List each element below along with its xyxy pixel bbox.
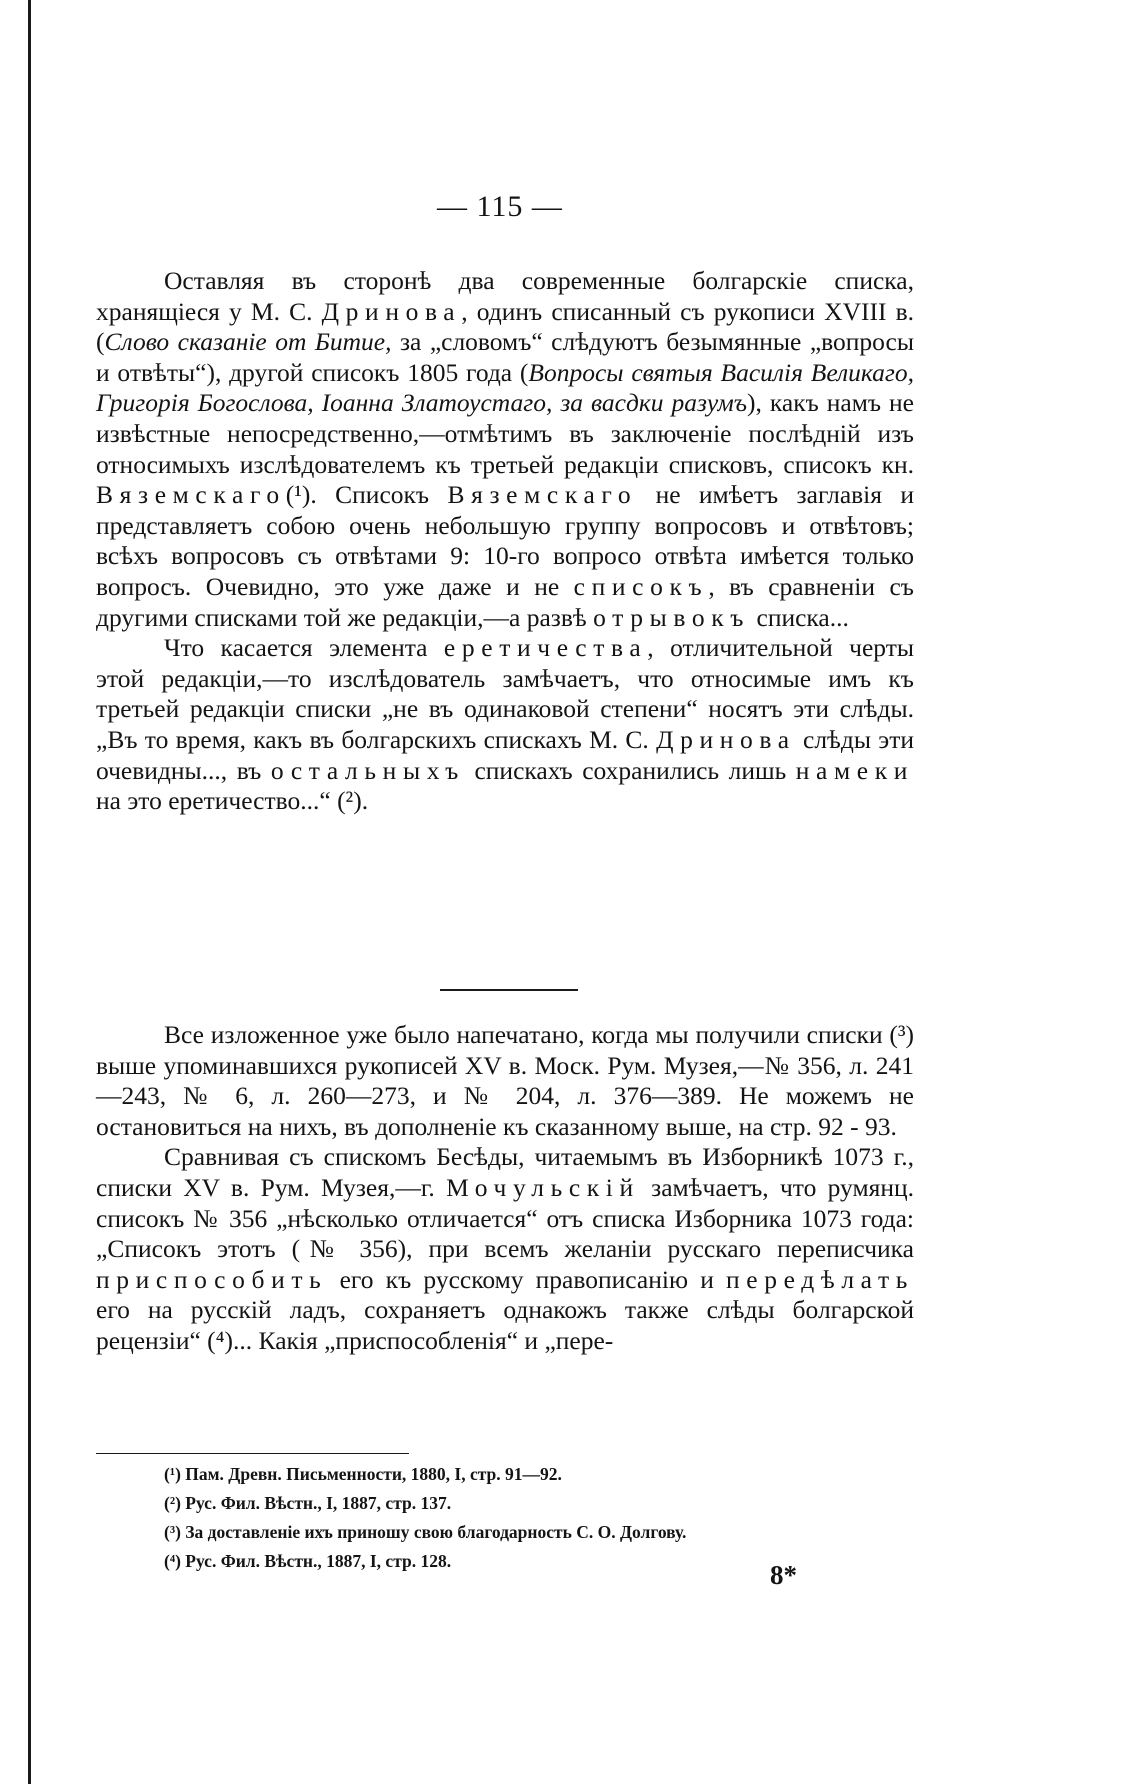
p4-spaced-name: Мочульскій bbox=[446, 1172, 640, 1202]
p1-spaced-word: отрывокъ bbox=[593, 602, 751, 632]
footnotes bbox=[164, 1460, 924, 1576]
p1-spaced-name: Вяземскаго bbox=[447, 480, 638, 510]
signature-mark: 8* bbox=[770, 1560, 797, 1590]
page-edge bbox=[28, 0, 31, 1784]
p1-spaced-name: Вяземскаго bbox=[96, 480, 286, 510]
page-number: — 115 — bbox=[437, 190, 563, 223]
p1-text: списка... bbox=[756, 602, 849, 632]
footnote-4: (⁴) Рус. Фил. Вѣстн., 1887, I, стр. 128. bbox=[164, 1551, 452, 1571]
footnote-1: (¹) Пам. Древн. Письменности, 1880, I, стр. 91—92. bbox=[164, 1464, 562, 1484]
main-text-lower bbox=[96, 1020, 914, 1357]
p4-text: Сравнивая съ спискомъ Бесѣды, читаемымъ въ Изборникѣ 1073 г., списки XV в. Рум. Музея,—г. bbox=[96, 1142, 914, 1202]
p2-text: Что касается элемента bbox=[164, 633, 428, 663]
paragraph-2 bbox=[96, 633, 914, 817]
main-text-upper bbox=[96, 266, 914, 817]
p1-italic-title: Вопросы святыя Василія Великаго, Григорія Богослова, Іоанна Златоустаго, за васдки разумъ bbox=[96, 357, 914, 418]
p1-text: , одинъ списанный съ рукописи XVIII в. ( bbox=[96, 296, 915, 357]
paragraph-1 bbox=[96, 266, 914, 633]
section-separator bbox=[440, 989, 578, 991]
p2-spaced-word: намеки bbox=[795, 755, 915, 785]
p1-spaced-word: списокъ bbox=[573, 571, 709, 601]
p1-text: не имѣетъ заглавія и представляетъ собою очень небольшую группу вопросовъ и отвѣтовъ; всѣхъ вопросовъ съ отвѣтами 9: 10-го вопросо отвѣта имѣется только вопросъ. Очевидно, это уже даже и не bbox=[96, 480, 915, 601]
p1-text: за „словомъ“ слѣдуютъ безымянные „вопросы и отвѣты“), другой списокъ 1805 года ( bbox=[96, 327, 914, 387]
p4-spaced-word: приспособить bbox=[96, 1264, 328, 1294]
p2-text: спискахъ сохранились лишь bbox=[474, 755, 787, 785]
p4-text: его къ русскому правописанію и bbox=[339, 1264, 714, 1294]
p1-text: Оставляя въ сторонѣ два современные болгарскіе списка, хранящіеся у М. С. bbox=[96, 266, 914, 326]
p1-text: , въ сравненіи съ другими списками той же редакціи,—а развѣ bbox=[96, 571, 914, 632]
p2-text: слѣды эти очевидны..., въ bbox=[96, 724, 915, 785]
p2-text: , отличительной черты этой редакціи,—то изслѣдователь замѣчаетъ, что относимые имъ къ третьей редакціи списки „не въ одинаковой степени“ носятъ эти слѣды. „Въ то время, какъ въ болгарскихъ спискахъ М. С. bbox=[96, 633, 914, 754]
footnote-rule bbox=[96, 1453, 409, 1454]
p4-text: замѣчаетъ, что румянц. списокъ № 356 „нѣсколько отличается“ отъ списка Изборника 1073 года: „Списокъ этотъ (№ 356), при всемъ желаніи русскаго переписчика bbox=[96, 1172, 915, 1264]
p1-text: ), какъ намъ не извѣстные непосредственно,—отмѣтимъ въ заключеніе послѣдній изъ относимыхъ изслѣдователемъ къ третьей редакціи списковъ, списокъ кн. bbox=[96, 388, 914, 479]
p4-text: его на русскій ладъ, сохраняетъ однакожъ также слѣды болгарской рецензіи“ (⁴)... Какія „приспособленія“ и „пере- bbox=[96, 1295, 914, 1355]
p1-spaced-name: Дринова bbox=[321, 296, 462, 326]
paragraph-4 bbox=[96, 1142, 914, 1356]
p2-spaced-word: еретичества bbox=[443, 633, 648, 663]
p1-italic-title: Слово сказаніе от Битие, bbox=[104, 327, 392, 357]
paragraph-3: Все изложенное уже было напечатано, когда мы получили списки (³) выше упоминавшихся рукописей XV в. Моск. Рум. Музея,—№ 356, л. 241—243, № 6, л. 260—273, и № 204, л. 376—389. Не можемъ не остановиться на нихъ, въ дополненіе къ сказанному выше, на стр. 92 - 93. bbox=[96, 1020, 914, 1141]
footnote-3: (³) За доставленіе ихъ приношу свою благодарность С. О. Долгову. bbox=[164, 1522, 687, 1542]
p4-spaced-word: передѣлать bbox=[726, 1264, 915, 1294]
p1-text: (¹). Списокъ bbox=[285, 480, 430, 510]
p2-text: на это еретичество...“ (²). bbox=[96, 786, 369, 816]
p2-spaced-word: остальныхъ bbox=[270, 755, 465, 785]
p2-spaced-name: Дринова bbox=[656, 724, 796, 754]
footnote-2: (²) Рус. Фил. Вѣстн., I, 1887, стр. 137. bbox=[164, 1493, 452, 1513]
